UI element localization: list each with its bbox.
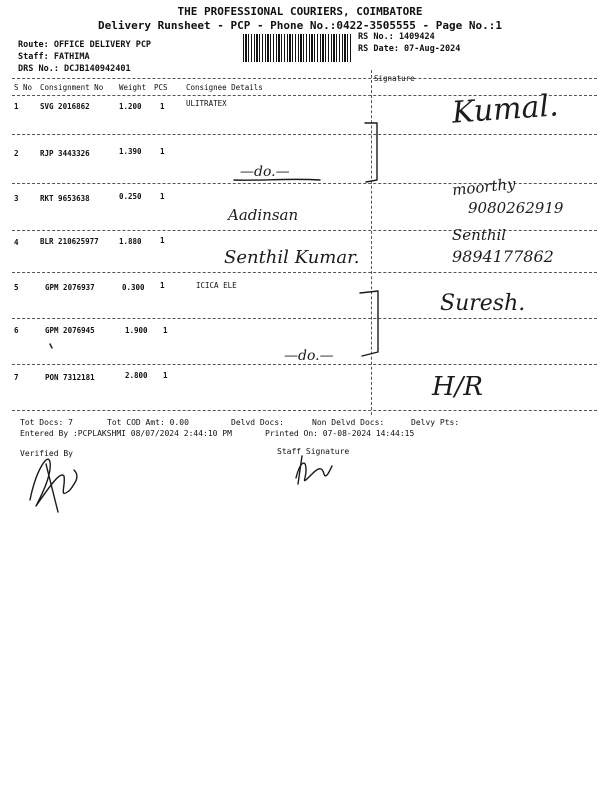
row5-sno: 5 bbox=[14, 283, 19, 292]
row6-sno: 6 bbox=[14, 326, 19, 335]
row7-pcs: 1 bbox=[163, 371, 168, 380]
row6-weight: 1.900 bbox=[125, 326, 148, 335]
col-consignee: Consignee Details bbox=[186, 83, 263, 92]
entered-by: Entered By :PCPLAKSHMI 08/07/2024 2:44:10 PM bbox=[20, 429, 232, 438]
route-label: Route: OFFICE DELIVERY PCP bbox=[18, 40, 152, 50]
ditto-row2: —do.— bbox=[240, 164, 290, 180]
row3-sno: 3 bbox=[14, 194, 19, 203]
row5-consignment: GPM 2076937 bbox=[45, 283, 95, 292]
signature-row4-phone: 9894177862 bbox=[452, 247, 554, 266]
row3-weight: 0.250 bbox=[119, 192, 142, 201]
rs-number: RS No.: 1409424 bbox=[358, 32, 435, 42]
delivered-docs: Delvd Docs: bbox=[231, 418, 284, 427]
row7-sno: 7 bbox=[14, 373, 19, 382]
signature-row5: Suresh. bbox=[440, 291, 526, 316]
signature-row3-phone: 9080262919 bbox=[468, 199, 564, 217]
rs-date: RS Date: 07-Aug-2024 bbox=[358, 44, 461, 54]
row7-consignment: PON 7312181 bbox=[45, 373, 95, 382]
row2-weight: 1.390 bbox=[119, 147, 142, 156]
signature-row7: H/R bbox=[432, 372, 484, 402]
row5-consignee: ICICA ELE bbox=[196, 281, 237, 290]
col-weight: Weight bbox=[119, 83, 147, 92]
row4-weight: 1.880 bbox=[119, 237, 142, 246]
col-signature: Signature bbox=[374, 74, 415, 83]
row4-consignment: BLR 210625977 bbox=[40, 237, 99, 246]
drs-number: DRS No.: DCJB140942401 bbox=[18, 64, 131, 74]
staff-signature-label: Staff Signature bbox=[277, 447, 350, 456]
col-consignment: Consignment No bbox=[40, 83, 104, 92]
row6-pcs: 1 bbox=[163, 326, 168, 335]
row2-pcs: 1 bbox=[160, 147, 165, 156]
row3-consignment: RKT 9653638 bbox=[40, 194, 90, 203]
row2-consignment: RJP 3443326 bbox=[40, 149, 90, 158]
signature-row3-name: moorthy bbox=[451, 174, 517, 200]
tot-cod-amount: Tot COD Amt: 0.00 bbox=[107, 418, 189, 427]
row1-sno: 1 bbox=[14, 102, 19, 111]
company-title: THE PROFESSIONAL COURIERS, COIMBATORE bbox=[177, 5, 423, 18]
tot-docs: Tot Docs: 7 bbox=[20, 418, 73, 427]
runsheet-subtitle: Delivery Runsheet - PCP - Phone No.:0422-3505555 - Page No.:1 bbox=[98, 19, 502, 32]
row5-weight: 0.300 bbox=[122, 283, 145, 292]
row7-weight: 2.800 bbox=[125, 371, 148, 380]
verified-by-signature bbox=[30, 459, 77, 506]
row1-weight: 1.200 bbox=[119, 102, 142, 111]
signature-row4-name: Senthil bbox=[452, 226, 507, 244]
row5-pcs: 1 bbox=[160, 281, 165, 290]
staff-signature-scribble bbox=[296, 463, 332, 481]
consignee-row3-handwritten: Aadinsan bbox=[228, 206, 299, 224]
consignee-row4-handwritten: Senthil Kumar. bbox=[224, 247, 360, 268]
row3-pcs: 1 bbox=[160, 192, 165, 201]
row2-sno: 2 bbox=[14, 149, 19, 158]
non-delivered-docs: Non Delvd Docs: bbox=[312, 418, 385, 427]
printed-on: Printed On: 07-08-2024 14:44:15 bbox=[265, 429, 415, 438]
verified-by-label: Verified By bbox=[20, 449, 73, 458]
delivery-points: Delvy Pts: bbox=[411, 418, 460, 427]
row1-consignment: SVG 2016862 bbox=[40, 102, 90, 111]
row4-sno: 4 bbox=[14, 238, 19, 247]
verified-by-signature-stroke bbox=[46, 464, 58, 512]
col-sno: S No bbox=[14, 83, 33, 92]
row6-consignment: GPM 2076945 bbox=[45, 326, 95, 335]
row1-consignee: ULITRATEX bbox=[186, 99, 227, 108]
col-pcs: PCS bbox=[154, 83, 168, 92]
row1-pcs: 1 bbox=[160, 102, 165, 111]
ditto-row6: —do.— bbox=[284, 348, 334, 364]
signature-row1: Kumal. bbox=[450, 88, 560, 131]
staff-label: Staff: FATHIMA bbox=[18, 52, 90, 62]
row4-pcs: 1 bbox=[160, 236, 165, 245]
